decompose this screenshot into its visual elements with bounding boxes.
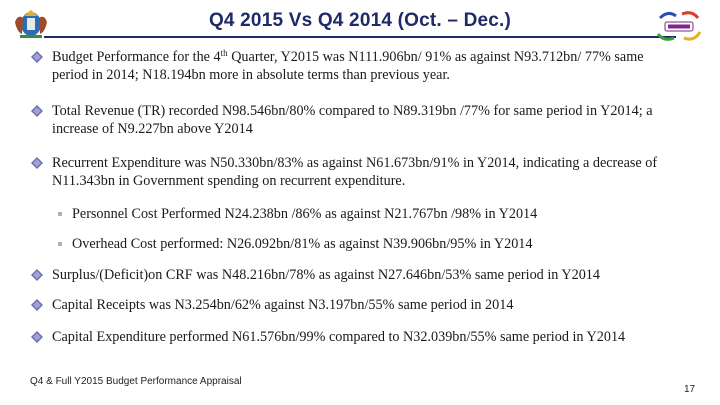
square-bullet-icon xyxy=(58,212,62,216)
bullet-item-total-revenue xyxy=(30,102,680,138)
diamond-bullet-icon xyxy=(30,298,44,312)
diamond-bullet-icon xyxy=(30,268,44,282)
diamond-bullet-icon xyxy=(30,50,44,64)
sub-bullet-personnel-cost xyxy=(58,205,678,223)
bullet-text: Recurrent Expenditure was N50.330bn/83% as against N61.673bn/91% in Y2014, indicating a decrease of N11.343bn in Government spending on recurrent expenditure. xyxy=(52,155,658,189)
bullet-item-capital-expenditure xyxy=(30,328,680,346)
sub-bullet-text: Personnel Cost Performed N24.238bn /86% as against N21.767bn /98% in Y2014 xyxy=(72,206,538,222)
diamond-bullet-icon xyxy=(30,330,44,344)
diamond-bullet-icon xyxy=(30,104,44,118)
page-number: 17 xyxy=(684,384,696,395)
bullet-text: Budget Performance for the 4th Quarter, Y2015 was N111.906bn/ 91% as against N93.712bn/ 77% same period in 2014; N18.194bn more in absolute terms than previous year. xyxy=(52,48,644,83)
bullet-text: Total Revenue (TR) recorded N98.546bn/80% compared to N89.319bn /77% for same period in Y2014; a increase of N9.227bn above Y2014 xyxy=(52,103,653,137)
square-bullet-icon xyxy=(58,242,62,246)
bullet-text: Surplus/(Deficit)on CRF was N48.216bn/78% as against N27.646bn/53% same period in Y2014 xyxy=(52,267,600,283)
bullet-item-surplus-deficit xyxy=(30,266,680,284)
page-title: Q4 2015 Vs Q4 2014 (Oct. – Dec.) xyxy=(208,10,512,31)
diamond-bullet-icon xyxy=(30,156,44,170)
bullet-item-recurrent-expenditure xyxy=(30,154,680,190)
bullet-text: Capital Expenditure performed N61.576bn/99% compared to N32.039bn/55% same period in Y2014 xyxy=(52,329,626,345)
footer-text: Q4 & Full Y2015 Budget Performance Appraisal xyxy=(30,376,242,387)
sub-bullet-text: Overhead Cost performed: N26.092bn/81% as against N39.906bn/95% in Y2014 xyxy=(72,236,533,252)
bullet-text: Capital Receipts was N3.254bn/62% against N3.197bn/55% same period in 2014 xyxy=(52,297,514,313)
bullet-item-capital-receipts xyxy=(30,296,680,314)
bullet-item-budget-performance xyxy=(30,48,680,84)
sub-bullet-overhead-cost xyxy=(58,235,678,253)
